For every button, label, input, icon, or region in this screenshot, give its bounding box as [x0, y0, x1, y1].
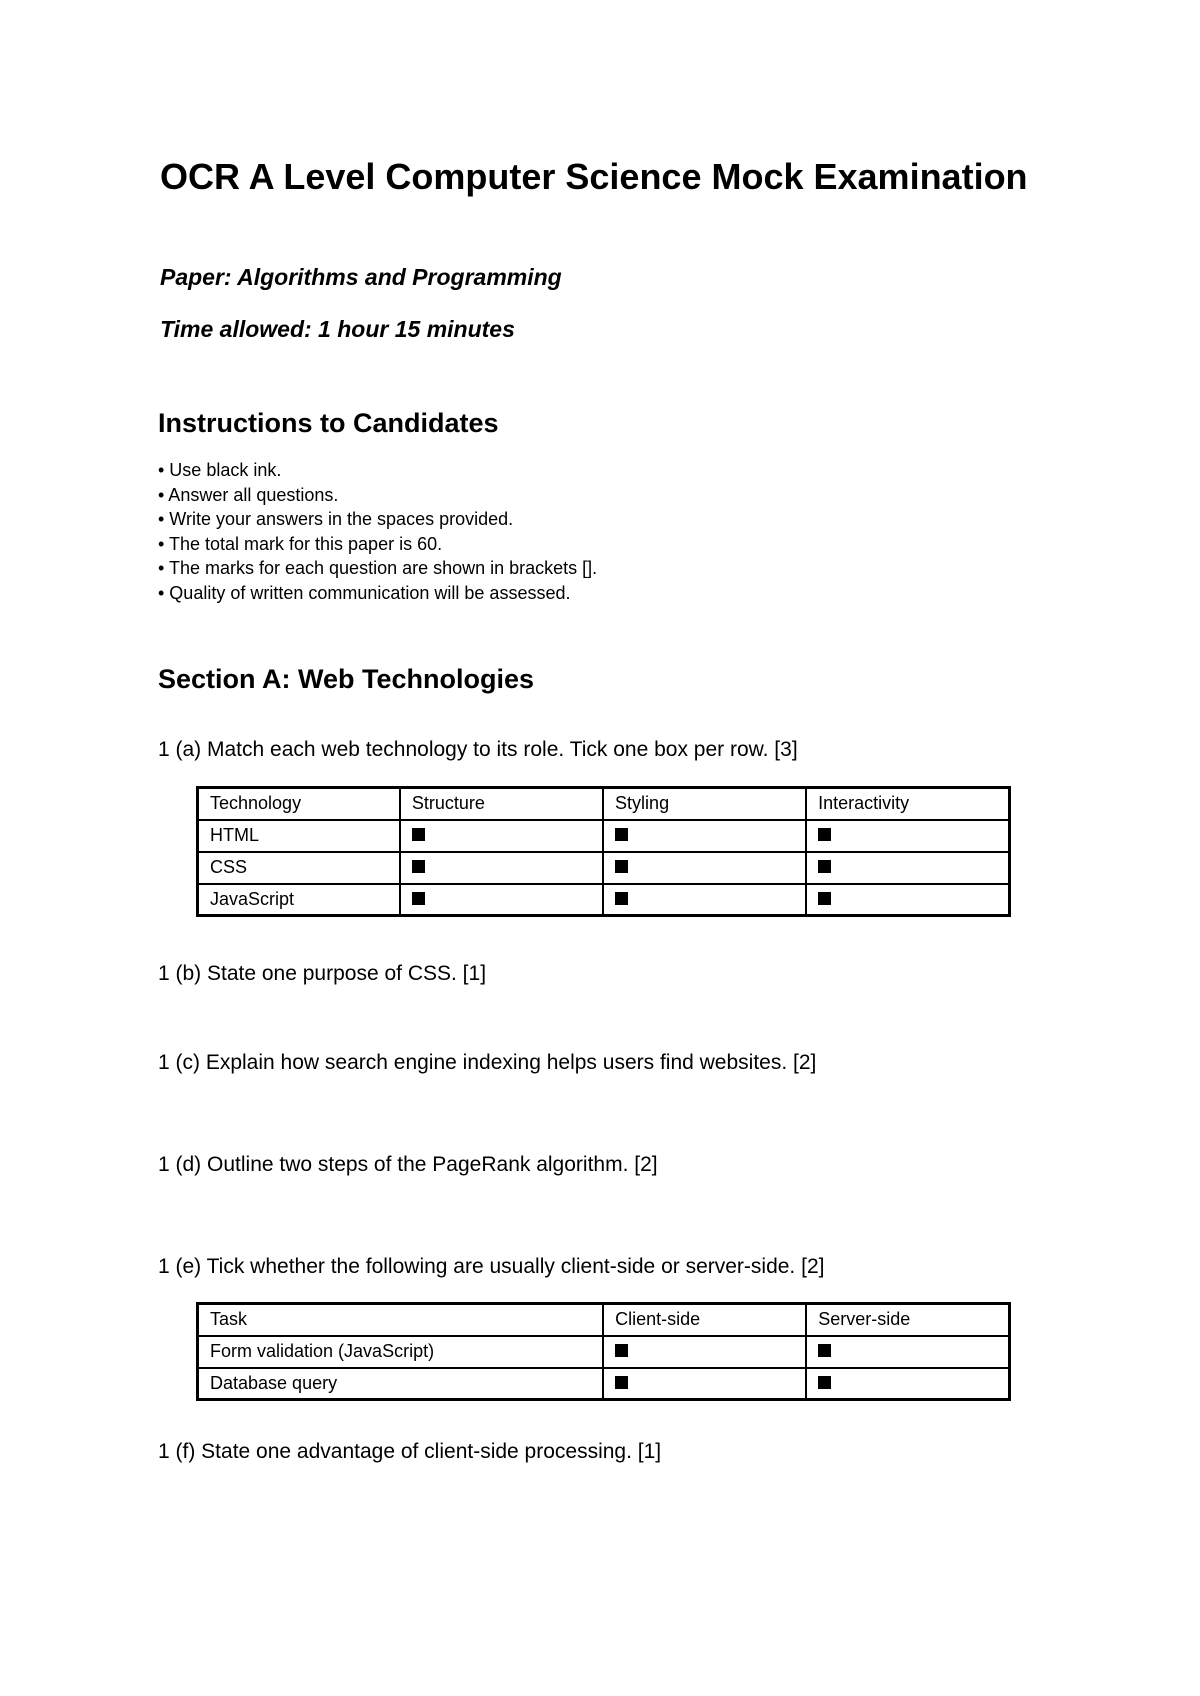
table-row	[198, 1336, 1010, 1368]
tick-cell[interactable]	[603, 820, 806, 852]
paper-name: Paper: Algorithms and Programming	[160, 264, 562, 290]
client-server-table	[196, 1302, 1011, 1401]
instructions-list	[158, 458, 597, 605]
table-row	[198, 1368, 1010, 1400]
header-cell: Structure	[400, 788, 603, 820]
tick-cell[interactable]	[603, 884, 806, 916]
instruction-item: • Quality of written communication will be assessed.	[158, 582, 571, 603]
page-title: OCR A Level Computer Science Mock Examination	[160, 156, 1028, 197]
row-label: CSS	[198, 852, 400, 884]
checkbox[interactable]	[615, 828, 628, 841]
tick-cell[interactable]	[400, 852, 603, 884]
tick-cell[interactable]	[806, 884, 1009, 916]
section-a-heading: Section A: Web Technologies	[158, 664, 535, 694]
header-cell: Task	[198, 1304, 604, 1336]
tick-cell[interactable]	[400, 884, 603, 916]
row-label: JavaScript	[198, 884, 400, 916]
row-label: Database query	[198, 1368, 604, 1400]
instruction-item: • Answer all questions.	[158, 484, 339, 505]
table-header-row	[198, 1304, 1010, 1336]
row-label: HTML	[198, 820, 400, 852]
instruction-item: • The total mark for this paper is 60.	[158, 533, 443, 554]
checkbox[interactable]	[412, 892, 425, 905]
tick-cell[interactable]	[603, 1336, 806, 1368]
header-cell: Styling	[603, 788, 806, 820]
checkbox[interactable]	[615, 1376, 628, 1389]
time-allowed: Time allowed: 1 hour 15 minutes	[160, 316, 515, 342]
checkbox[interactable]	[615, 892, 628, 905]
tick-cell[interactable]	[806, 1336, 1009, 1368]
instruction-item: • The marks for each question are shown in brackets [].	[158, 558, 598, 578]
checkbox[interactable]	[818, 1376, 831, 1389]
instruction-item: • Use black ink.	[158, 460, 282, 480]
checkbox[interactable]	[818, 828, 831, 841]
checkbox[interactable]	[615, 860, 628, 873]
instructions-heading: Instructions to Candidates	[158, 408, 499, 438]
question-1d: 1 (d) Outline two steps of the PageRank algorithm. [2]	[158, 1153, 658, 1176]
tick-cell[interactable]	[806, 1368, 1009, 1400]
checkbox[interactable]	[818, 1344, 831, 1357]
tick-cell[interactable]	[806, 820, 1009, 852]
tick-cell[interactable]	[603, 1368, 806, 1400]
header-cell: Technology	[198, 788, 400, 820]
header-cell: Client-side	[603, 1304, 806, 1336]
question-1f: 1 (f) State one advantage of client-side processing. [1]	[158, 1440, 662, 1463]
question-1c: 1 (c) Explain how search engine indexing helps users find websites. [2]	[158, 1051, 817, 1074]
tick-cell[interactable]	[603, 852, 806, 884]
technology-role-table	[196, 786, 1011, 917]
question-1e: 1 (e) Tick whether the following are usually client-side or server-side. [2]	[158, 1255, 825, 1278]
row-label: Form validation (JavaScript)	[198, 1336, 604, 1368]
checkbox[interactable]	[615, 1344, 628, 1357]
header-cell: Server-side	[806, 1304, 1009, 1336]
checkbox[interactable]	[412, 828, 425, 841]
checkbox[interactable]	[412, 860, 425, 873]
table-row	[198, 884, 1010, 916]
tick-cell[interactable]	[400, 820, 603, 852]
tick-cell[interactable]	[806, 852, 1009, 884]
checkbox[interactable]	[818, 892, 831, 905]
instruction-item: • Write your answers in the spaces provided.	[158, 509, 514, 529]
table-row	[198, 820, 1010, 852]
table-header-row	[198, 788, 1010, 820]
header-cell: Interactivity	[806, 788, 1009, 820]
question-1a: 1 (a) Match each web technology to its role. Tick one box per row. [3]	[158, 738, 798, 761]
question-1b: 1 (b) State one purpose of CSS. [1]	[158, 962, 487, 985]
table-row	[198, 852, 1010, 884]
checkbox[interactable]	[818, 860, 831, 873]
